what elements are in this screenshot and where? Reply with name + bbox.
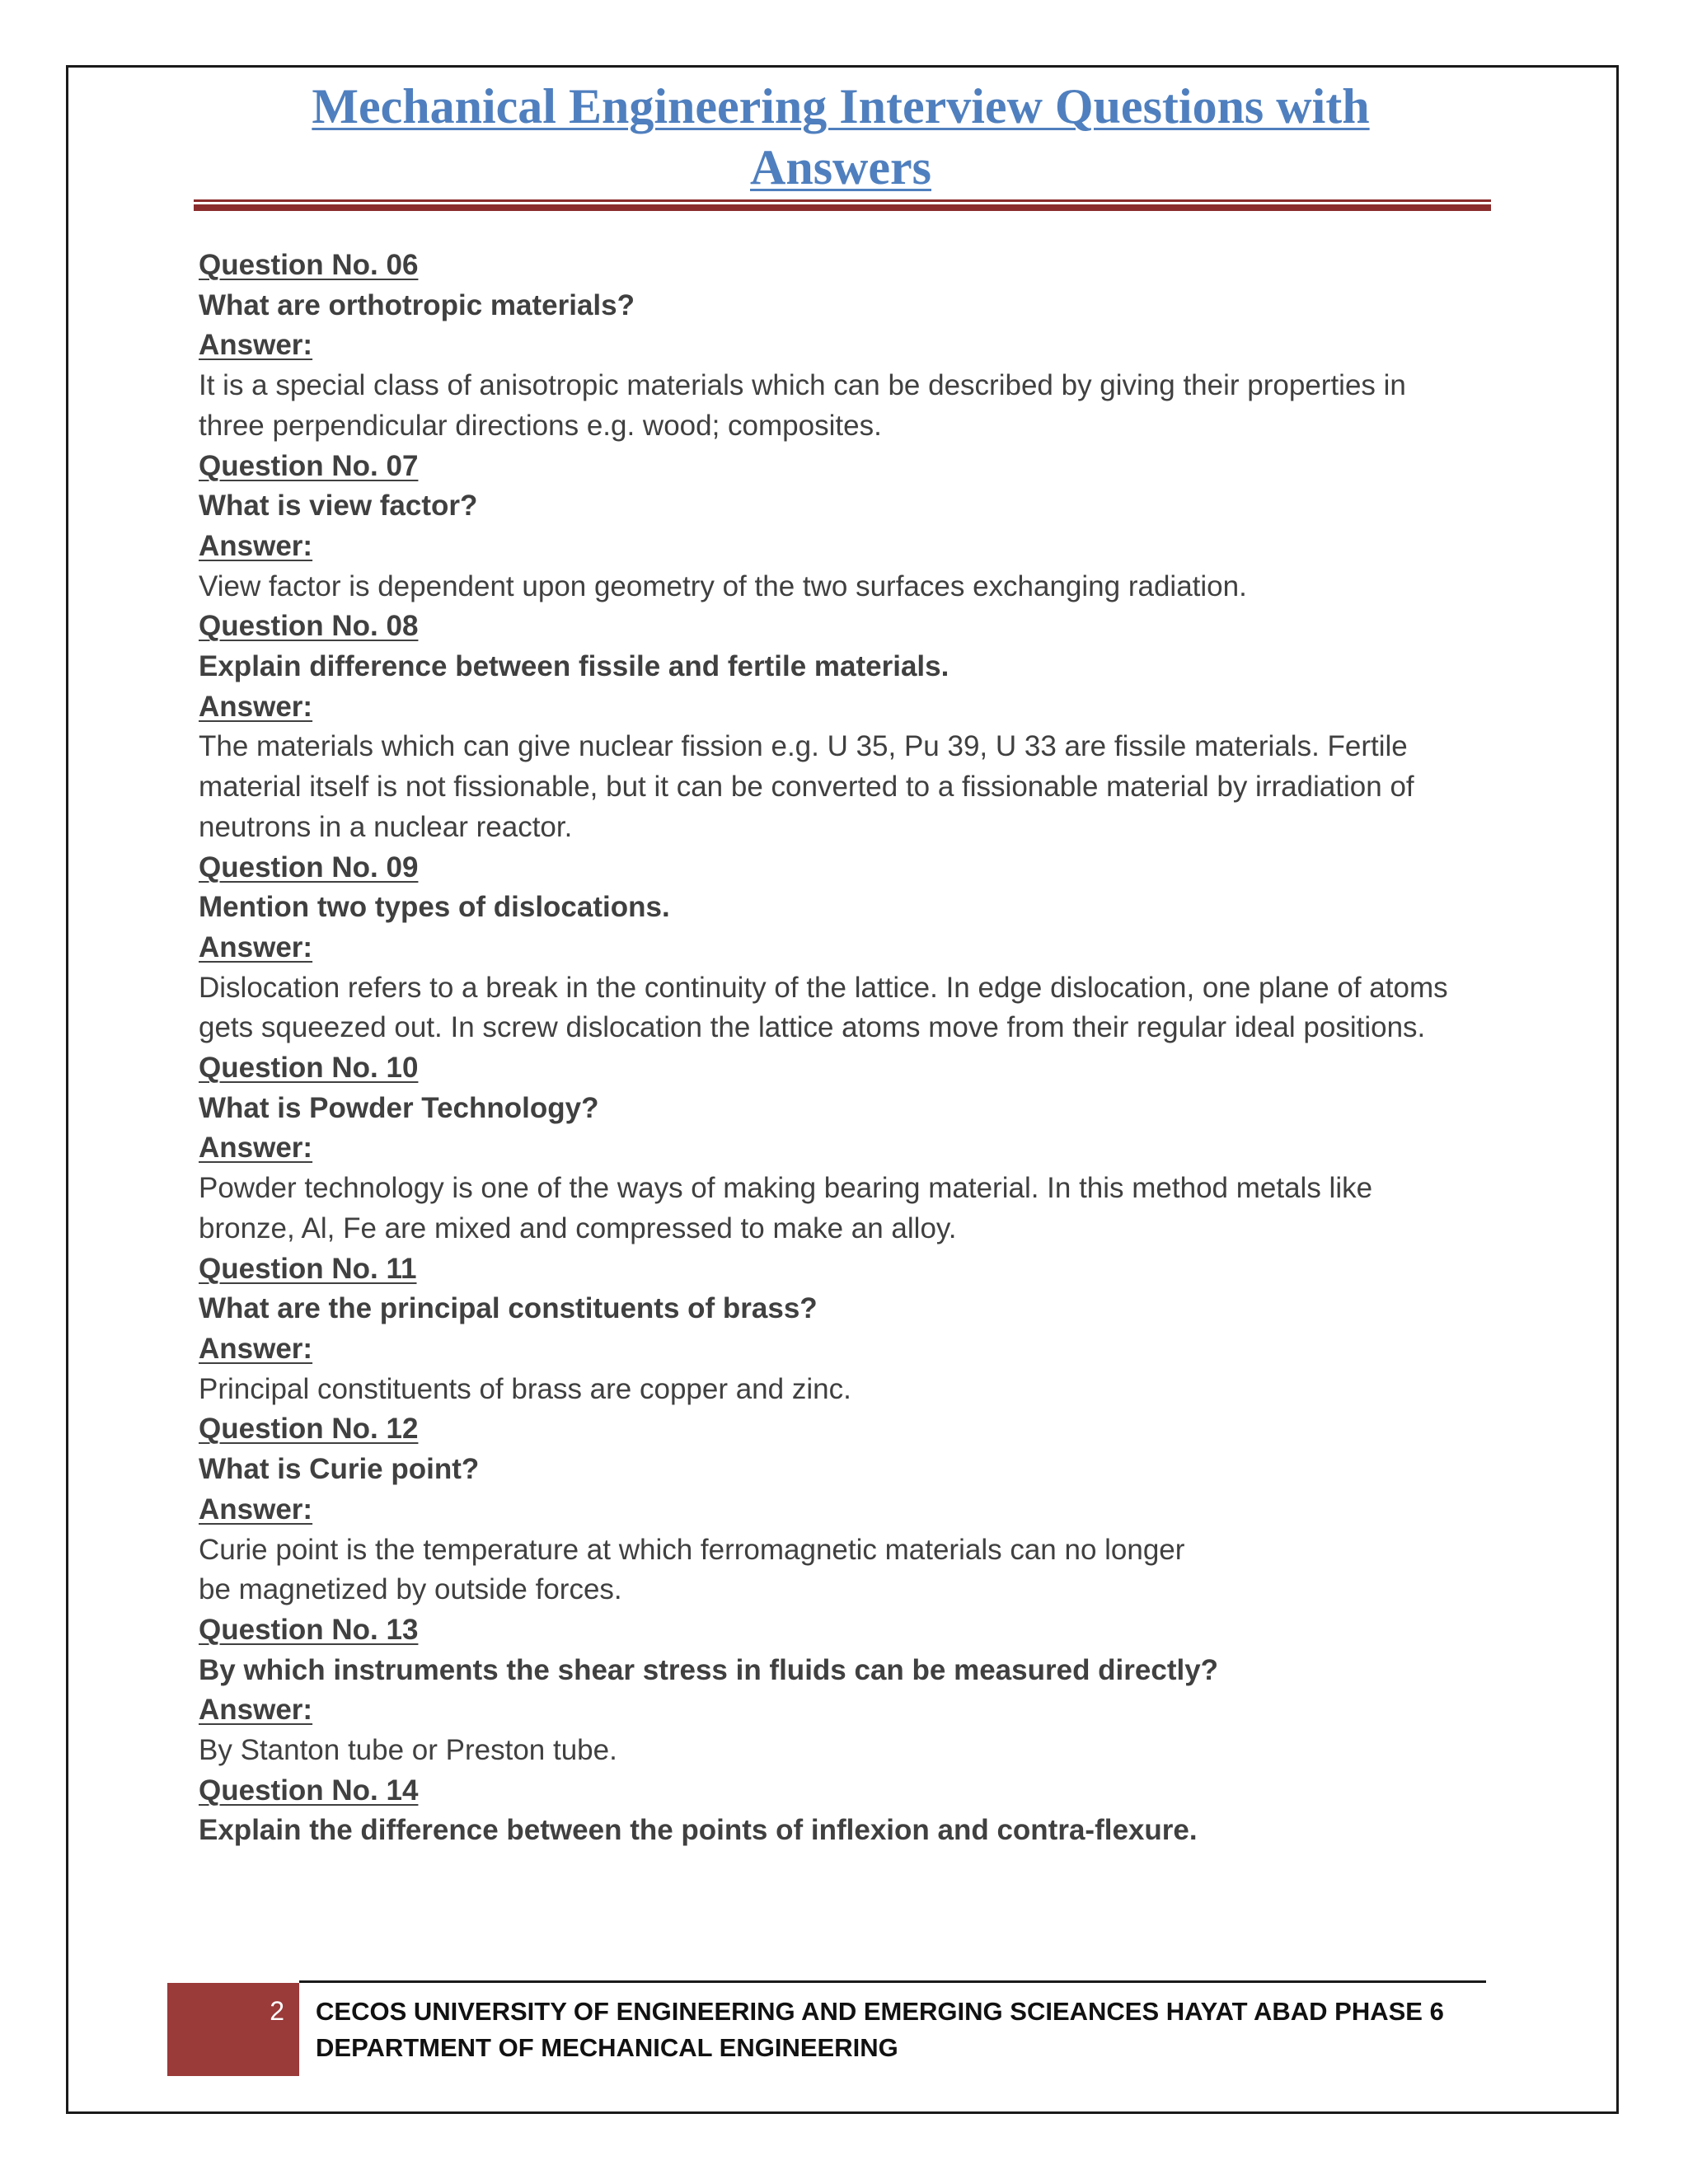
qa-item-08 [199,607,1472,847]
question-text: By which instruments the shear stress in fluids can be measured directly? [199,1653,1219,1686]
question-text: Mention two types of dislocations. [199,891,670,924]
qa-item-13 [199,1610,1472,1771]
answer-label: Answer: [199,529,313,562]
answer-text: By Stanton tube or Preston tube. [199,1734,617,1767]
question-label: Question No. 10 [199,1052,419,1085]
qa-item-11 [199,1249,1472,1410]
question-text: What is view factor? [199,490,478,523]
question-label: Question No. 08 [199,610,419,643]
qa-item-09 [199,848,1472,1049]
question-label: Question No. 06 [199,249,419,281]
document-title-line2: Answers [750,140,931,194]
footer-rule [299,1980,1486,1983]
qa-content [199,246,1472,1851]
document-title-line1: Mechanical Engineering Interview Questions with [312,79,1370,134]
answer-label: Answer: [199,930,313,963]
answer-label: Answer: [199,1493,313,1526]
question-text: What are orthotropic materials? [199,288,635,321]
answer-text: Principal constituents of brass are copper and zinc. [199,1372,851,1405]
qa-item-12 [199,1409,1472,1610]
question-label: Question No. 14 [199,1774,419,1807]
footer-institution [316,1994,1444,2066]
question-text: What are the principal constituents of brass? [199,1292,818,1325]
question-label: Question No. 13 [199,1613,419,1646]
answer-text: Powder technology is one of the ways of making bearing material. In this method metals like bronze, Al, Fe are mixed and compressed to make an alloy. [199,1172,1373,1244]
question-text: Explain difference between fissile and fertile materials. [199,650,950,683]
answer-label: Answer: [199,1694,313,1727]
answer-text: Dislocation refers to a break in the continuity of the lattice. In edge dislocation, one plane of atoms gets squeezed out. In screw dislocation the lattice atoms move from their regular ideal positions. [199,971,1448,1044]
title-double-rule [194,199,1491,211]
answer-text: The materials which can give nuclear fission e.g. U 35, Pu 39, U 33 are fissile materials. Fertile material itself is not fissionable, but it can be converted to a fissionable material by irradiation of neutrons in a nuclear reactor. [199,730,1414,843]
title-rule-thick [194,204,1491,211]
qa-item-10 [199,1048,1472,1249]
qa-item-14 [199,1771,1472,1851]
question-text: What is Curie point? [199,1453,480,1486]
footer-line2: DEPARTMENT OF MECHANICAL ENGINEERING [316,2033,898,2062]
answer-label: Answer: [199,329,313,362]
page-footer [167,1980,1486,2076]
answer-text: It is a special class of anisotropic materials which can be described by giving their properties in three perpendicular directions e.g. wood; composites. [199,369,1406,442]
qa-item-06 [199,246,1472,447]
answer-text: View factor is dependent upon geometry of the two surfaces exchanging radiation. [199,569,1247,602]
qa-item-07 [199,447,1472,607]
answer-label: Answer: [199,690,313,723]
question-label: Question No. 12 [199,1413,419,1446]
title-rule-thin [194,199,1491,202]
footer-line1: CECOS UNIVERSITY OF ENGINEERING AND EMERGING SCIEANCES HAYAT ABAD PHASE 6 [316,1997,1444,2026]
question-label: Question No. 09 [199,851,419,883]
question-text: Explain the difference between the points of inflexion and contra-flexure. [199,1814,1198,1847]
answer-text-line2: be magnetized by outside forces. [199,1573,622,1606]
question-label: Question No. 11 [199,1252,417,1285]
question-label: Question No. 07 [199,449,419,482]
page-number: 2 [270,1996,284,2026]
answer-text-line1: Curie point is the temperature at which ferromagnetic materials can no longer [199,1533,1185,1566]
document-title [190,76,1492,198]
footer-page-box [167,1983,299,2076]
question-text: What is Powder Technology? [199,1091,599,1124]
answer-label: Answer: [199,1332,313,1365]
answer-label: Answer: [199,1132,313,1165]
